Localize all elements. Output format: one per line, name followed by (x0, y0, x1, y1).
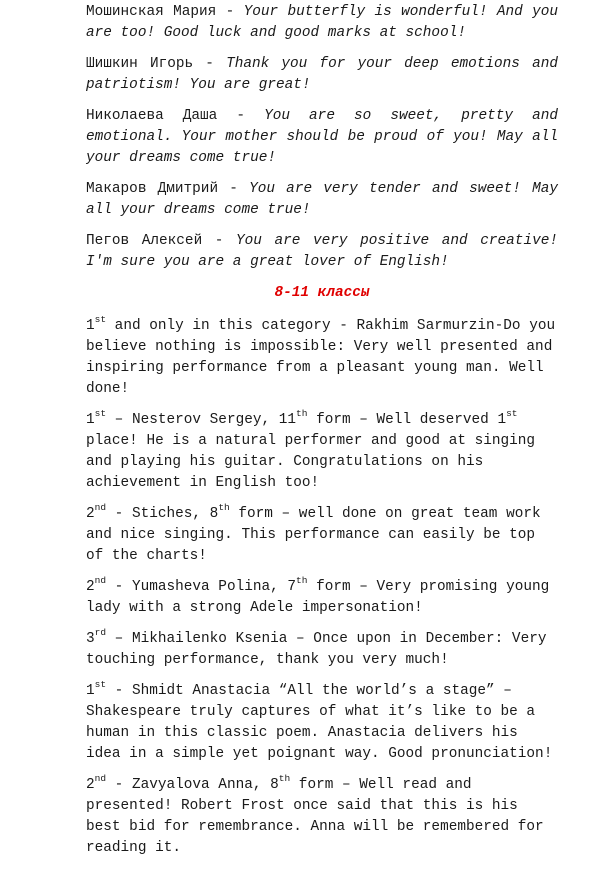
ordinal-suffix: st (94, 314, 107, 326)
award-text: – Nesterov Sergey, 11 (106, 412, 297, 428)
student-name: Пегов Алексей (86, 233, 203, 249)
award-paragraph (86, 410, 558, 494)
document-page (86, 2, 558, 869)
student-name: Николаева Даша (86, 108, 218, 124)
place-number: 3 (86, 631, 95, 647)
student-name: Мошинская Мария (86, 4, 217, 20)
award-text: form – well done on great team work and nice singing. This performance can easily be top of the charts! (86, 506, 541, 564)
ordinal-suffix: nd (94, 502, 107, 514)
place-number: 2 (86, 506, 95, 522)
ordinal-suffix: nd (94, 773, 107, 785)
ordinal-suffix: st (94, 408, 107, 420)
award-paragraph (86, 577, 558, 619)
place-number: 1 (86, 318, 95, 334)
award-paragraph (86, 316, 558, 400)
place-number: 1 (86, 683, 95, 699)
comment-paragraph (86, 2, 558, 44)
award-text: form – Very promising young lady with a strong Adele impersonation! (86, 579, 550, 616)
place-number: 2 (86, 579, 95, 595)
ordinal-suffix: th (278, 773, 291, 785)
ordinal-suffix: st (94, 679, 107, 691)
award-text: form – Well read and presented! Robert Frost once said that this is his best bid for remembrance. Anna will be remembered for reading it. (86, 777, 544, 856)
ordinal-suffix: nd (94, 575, 107, 587)
award-text: – Mikhailenko Ksenia – Once upon in December: Very touching performance, thank you very much! (86, 631, 547, 668)
student-name: Шишкин Игорь (86, 56, 194, 72)
comment-paragraph (86, 231, 558, 273)
comment-paragraph (86, 179, 558, 221)
student-name: Макаров Дмитрий (86, 181, 219, 197)
comment-text: You are very tender and sweet! May all your dreams come true! (86, 181, 558, 218)
place-number: 1 (86, 412, 95, 428)
award-text: - Stiches, 8 (106, 506, 219, 522)
ordinal-suffix: st (506, 408, 518, 420)
comment-text: You are very positive and creative! I'm sure you are a great lover of English! (86, 233, 558, 270)
separator: - (218, 181, 250, 197)
award-text: and only in this category - Rakhim Sarmurzin-Do you believe nothing is impossible: Very well presented and inspiring performance from a pleasant young man. Well done! (86, 318, 556, 397)
separator: - (216, 4, 244, 20)
award-paragraph (86, 681, 558, 765)
separator: - (217, 108, 265, 124)
ordinal-suffix: th (296, 408, 308, 420)
ordinal-suffix: rd (94, 627, 107, 639)
separator: - (193, 56, 227, 72)
award-text: - Shmidt Anastacia “All the world’s a stage” – Shakespeare truly captures of what it’s like to be a human in this classic poem. Anastacia delivers his idea in a simple yet poignant way. Good pronunciation! (86, 683, 553, 762)
award-text: form – Well deserved 1 (307, 412, 507, 428)
award-text: - Yumasheva Polina, 7 (106, 579, 297, 595)
section-heading: 8-11 классы (274, 285, 370, 301)
award-paragraph (86, 775, 558, 859)
ordinal-suffix: th (218, 502, 230, 514)
comment-paragraph (86, 54, 558, 96)
comment-text: Thank you for your deep emotions and patriotism! You are great! (86, 56, 558, 93)
comment-text: You are so sweet, pretty and emotional. Your mother should be proud of you! May all your dreams come true! (86, 108, 558, 166)
award-text: place! He is a natural performer and good at singing and playing his guitar. Congratulations on his achievement in English too! (86, 433, 536, 491)
award-paragraph (86, 504, 558, 567)
separator: - (202, 233, 237, 249)
award-paragraph (86, 629, 558, 671)
place-number: 2 (86, 777, 95, 793)
comment-text: Your butterfly is wonderful! And you are too! Good luck and good marks at school! (86, 4, 558, 41)
comment-paragraph (86, 106, 558, 169)
ordinal-suffix: th (296, 575, 308, 587)
award-text: - Zavyalova Anna, 8 (106, 777, 279, 793)
